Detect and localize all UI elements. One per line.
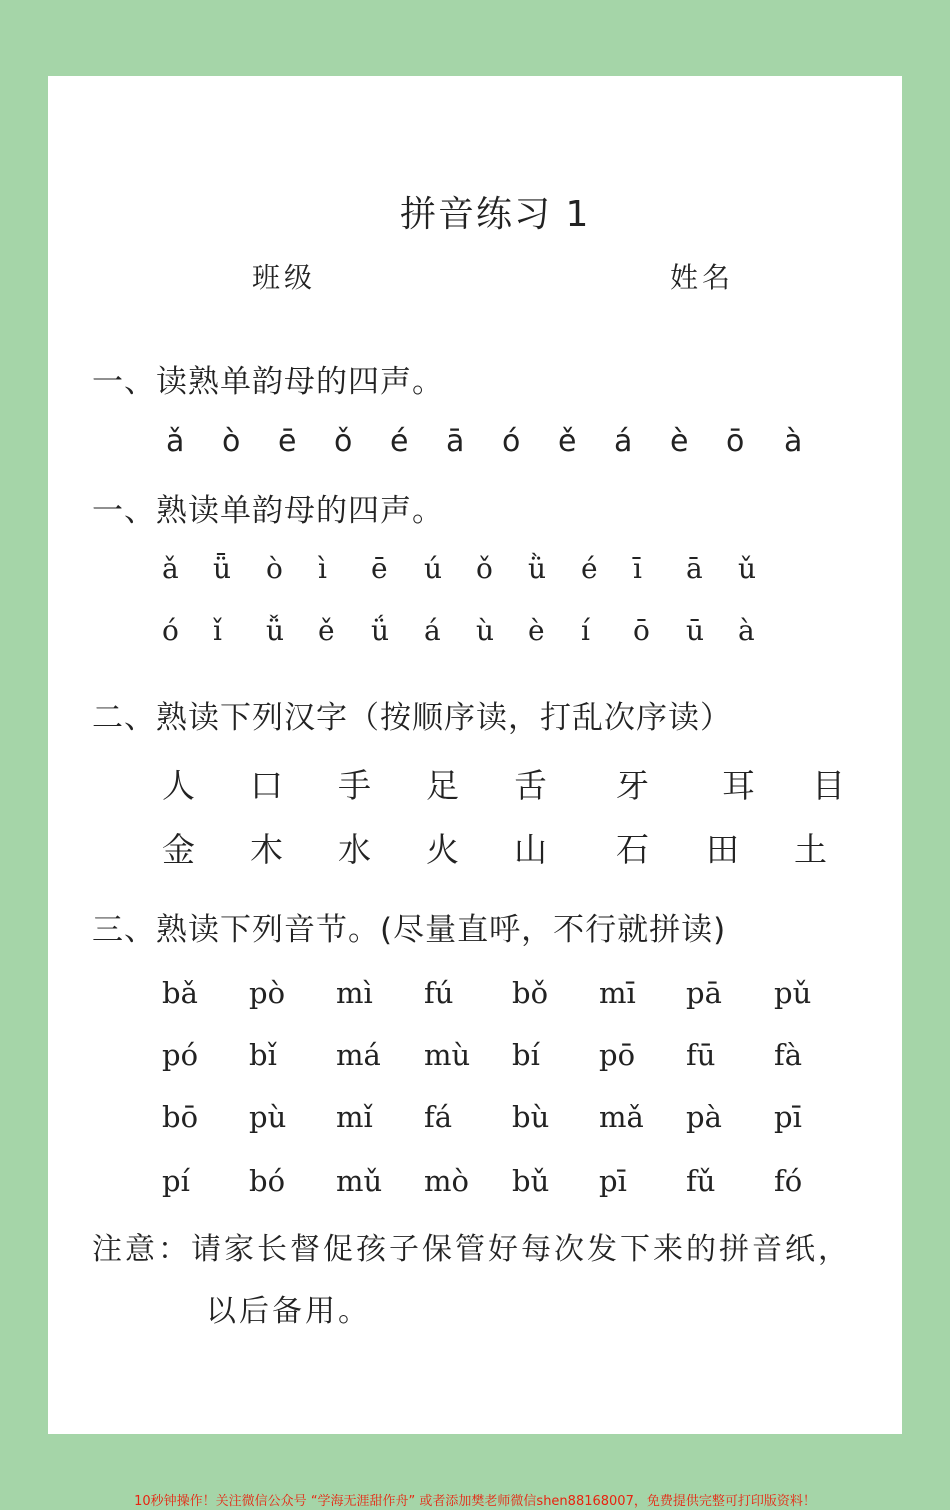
hanzi-char: 金 bbox=[162, 830, 195, 869]
tone-mark: ǒ bbox=[476, 552, 493, 585]
tone-mark: ò bbox=[266, 552, 283, 585]
tone-mark: ā bbox=[686, 552, 703, 585]
tone-mark: ó bbox=[162, 614, 179, 647]
pinyin-syllable: pā bbox=[686, 976, 722, 1010]
hanzi-char: 目 bbox=[812, 766, 845, 805]
footer-banner: 10秒钟操作！关注微信公众号 “学海无涯甜作舟” 或者添加樊老师微信shen88168007，免费提供完整可打印版资料！ bbox=[134, 1494, 816, 1509]
hanzi-char: 木 bbox=[250, 830, 283, 869]
tone-mark: ǚ bbox=[266, 614, 285, 647]
pinyin-syllable: bō bbox=[162, 1100, 199, 1134]
tone-mark: à bbox=[784, 424, 803, 459]
tone-mark: ǘ bbox=[371, 614, 390, 647]
section3-heading: 三、熟读下列音节。(尽量直呼，不行就拼读) bbox=[92, 912, 727, 948]
pinyin-syllable: fǔ bbox=[686, 1164, 716, 1198]
hanzi-char: 人 bbox=[162, 766, 195, 805]
tone-mark: ō bbox=[726, 424, 745, 459]
pinyin-syllable: fú bbox=[424, 976, 454, 1010]
pinyin-syllable: pà bbox=[686, 1100, 722, 1134]
name-label: 姓名 bbox=[670, 261, 735, 294]
hanzi-char: 手 bbox=[338, 766, 371, 805]
tone-mark: á bbox=[614, 424, 633, 459]
hanzi-char: 石 bbox=[616, 830, 649, 869]
pinyin-syllable: fà bbox=[774, 1038, 803, 1072]
section1b-heading: 一、熟读单韵母的四声。 bbox=[92, 493, 444, 529]
hanzi-char: 口 bbox=[250, 766, 283, 805]
hanzi-char: 土 bbox=[794, 830, 827, 869]
pinyin-syllable: bǔ bbox=[512, 1164, 550, 1198]
pinyin-syllable: mì bbox=[336, 976, 373, 1010]
hanzi-char: 牙 bbox=[616, 766, 649, 805]
tone-mark: ì bbox=[318, 552, 327, 585]
pinyin-syllable: mǔ bbox=[336, 1164, 383, 1198]
pinyin-syllable: pù bbox=[249, 1100, 287, 1134]
hanzi-char: 足 bbox=[426, 766, 459, 805]
tone-mark: é bbox=[581, 552, 598, 585]
hanzi-char: 火 bbox=[426, 830, 459, 869]
tone-mark: á bbox=[424, 614, 441, 647]
pinyin-syllable: pí bbox=[162, 1164, 190, 1198]
pinyin-syllable: pī bbox=[599, 1164, 627, 1198]
tone-mark: ǎ bbox=[166, 424, 185, 459]
tone-mark: ē bbox=[371, 552, 388, 585]
pinyin-syllable: mò bbox=[424, 1164, 469, 1198]
tone-mark: ǔ bbox=[738, 552, 757, 585]
class-label: 班级 bbox=[252, 261, 317, 294]
tone-mark: ě bbox=[318, 614, 335, 647]
tone-mark: ě bbox=[558, 424, 577, 459]
pinyin-syllable: fó bbox=[774, 1164, 803, 1198]
tone-mark: ǐ bbox=[213, 614, 222, 647]
tone-mark: ū bbox=[686, 614, 705, 647]
note-text-1: 请家长督促孩子保管好每次发下来的拼音纸， bbox=[191, 1232, 851, 1267]
pinyin-syllable: mù bbox=[424, 1038, 471, 1072]
pinyin-syllable: bí bbox=[512, 1038, 540, 1072]
pinyin-syllable: fá bbox=[424, 1100, 453, 1134]
tone-mark: ó bbox=[502, 424, 521, 459]
page-title: 拼音练习 1 bbox=[400, 194, 591, 235]
pinyin-syllable: má bbox=[336, 1038, 381, 1072]
pinyin-syllable: pò bbox=[249, 976, 286, 1010]
pinyin-syllable: bǎ bbox=[162, 976, 198, 1010]
tone-mark: è bbox=[670, 424, 689, 459]
tone-mark: à bbox=[738, 614, 755, 647]
tone-mark: ù bbox=[476, 614, 495, 647]
pinyin-syllable: pǔ bbox=[774, 976, 812, 1010]
pinyin-syllable: pī bbox=[774, 1100, 802, 1134]
hanzi-char: 舌 bbox=[514, 766, 547, 805]
hanzi-char: 水 bbox=[338, 830, 371, 869]
tone-mark: ú bbox=[424, 552, 443, 585]
tone-mark: ǒ bbox=[334, 424, 353, 459]
tone-mark: ē bbox=[278, 424, 297, 459]
hanzi-char: 田 bbox=[706, 830, 739, 869]
pinyin-syllable: bǐ bbox=[249, 1038, 277, 1072]
pinyin-syllable: mǎ bbox=[599, 1100, 644, 1134]
pinyin-syllable: mǐ bbox=[336, 1100, 373, 1134]
pinyin-syllable: bó bbox=[249, 1164, 286, 1198]
note-label: 注意： bbox=[92, 1232, 191, 1267]
pinyin-syllable: pó bbox=[162, 1038, 199, 1072]
tone-mark: ō bbox=[633, 614, 650, 647]
section2-heading: 二、熟读下列汉字（按顺序读，打乱次序读） bbox=[92, 700, 732, 736]
pinyin-syllable: mī bbox=[599, 976, 636, 1010]
pinyin-syllable: bù bbox=[512, 1100, 550, 1134]
tone-mark: ǖ bbox=[213, 552, 232, 585]
section1-heading: 一、读熟单韵母的四声。 bbox=[92, 364, 444, 400]
tone-mark: ā bbox=[446, 424, 465, 459]
note-line-1 bbox=[92, 1224, 851, 1268]
hanzi-char: 山 bbox=[514, 830, 547, 869]
pinyin-syllable: bǒ bbox=[512, 976, 549, 1010]
tone-mark: í bbox=[581, 614, 590, 647]
note-line-2: 以后备用。 bbox=[206, 1294, 371, 1329]
tone-mark: ǎ bbox=[162, 552, 179, 585]
hanzi-char: 耳 bbox=[722, 766, 755, 805]
pinyin-syllable: pō bbox=[599, 1038, 636, 1072]
tone-mark: ǜ bbox=[528, 552, 547, 585]
tone-mark: ò bbox=[222, 424, 241, 459]
pinyin-syllable: fū bbox=[686, 1038, 716, 1072]
tone-mark: è bbox=[528, 614, 545, 647]
tone-mark: é bbox=[390, 424, 409, 459]
tone-mark: ī bbox=[633, 552, 642, 585]
